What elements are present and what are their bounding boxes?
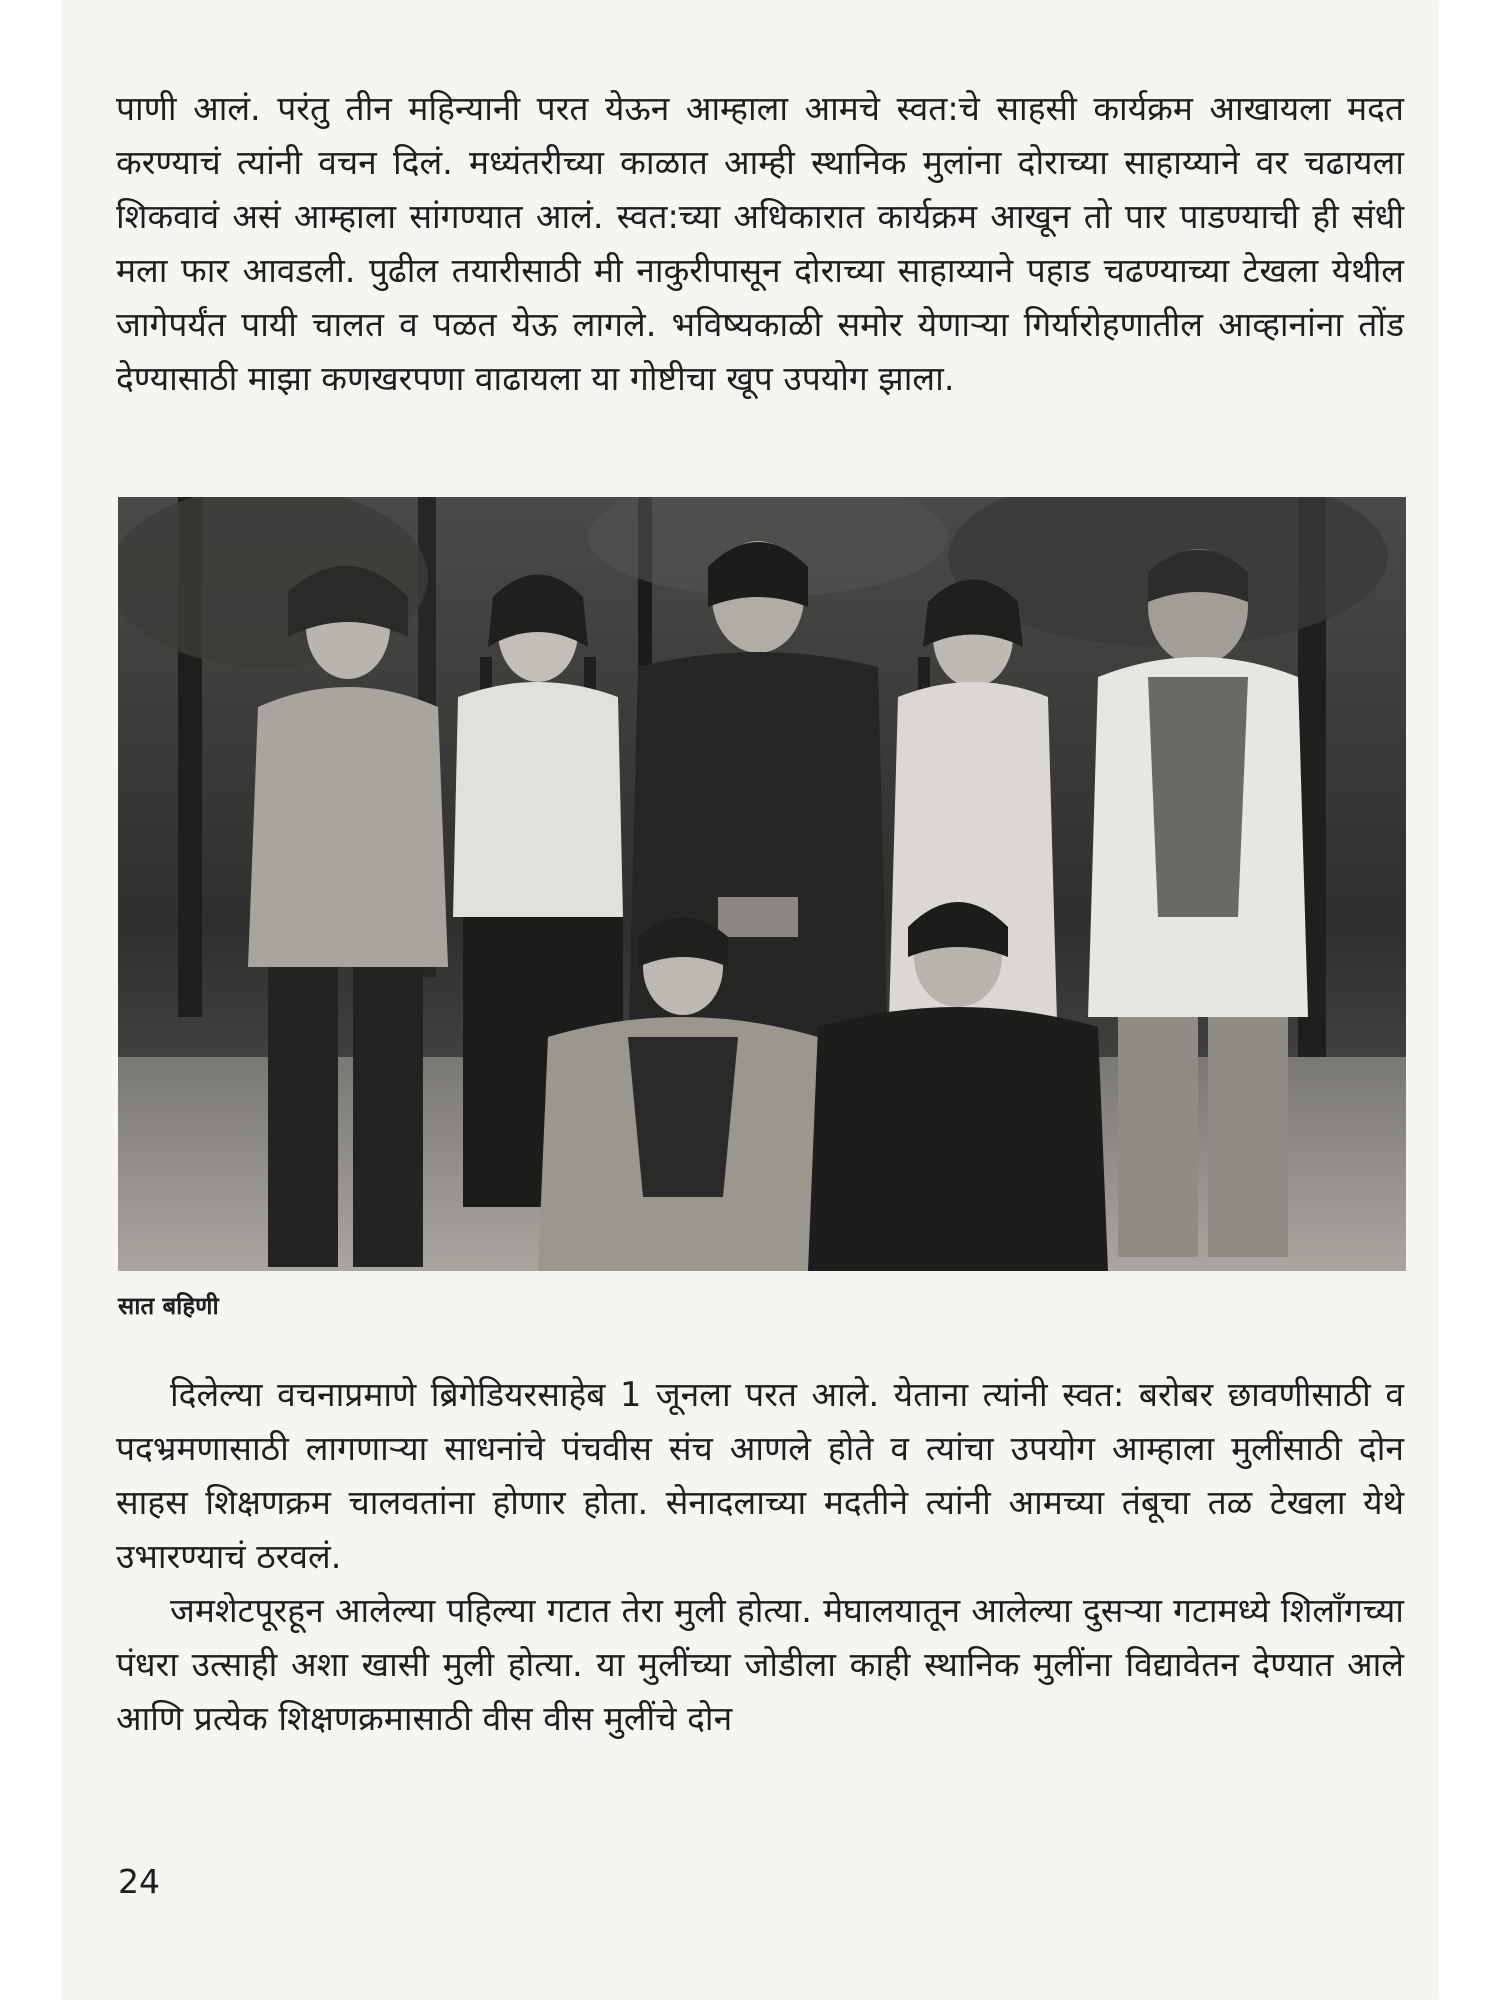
paragraph-first: दिलेल्या वचनाप्रमाणे ब्रिगेडियरसाहेब 1 जूनला परत आले. येताना त्यांनी स्वत: बरोबर छावणीसाठी व पदभ्रमणासाठी लागणाऱ्या साधनांचे पंचवीस संच आणले होते व त्यांचा उपयोग आम्हाला मुलींसाठी दोन साहस शिक्षणक्रम चालवतांना होणार होता. सेनादलाच्या मदतीने त्यांनी आमच्या तंबूचा तळ टेखला येथे उभारण्याचं ठरवलं. (116, 1375, 1404, 1576)
page-number: 24 (118, 1862, 160, 1901)
group-photograph (118, 497, 1406, 1271)
paragraph-top: पाणी आलं. परंतु तीन महिन्यानी परत येऊन आम्हाला आमचे स्वत:चे साहसी कार्यक्रम आखायला मदत करण्याचं त्यांनी वचन दिलं. मध्यंतरीच्या काळात आम्ही स्थानिक मुलांना दोराच्या साहाय्याने वर चढायला शिकवावं असं आम्हाला सांगण्यात आलं. स्वत:च्या अधिकारात कार्यक्रम आखून तो पार पाडण्याची ही संधी मला फार आवडली. पुढील तयारीसाठी मी नाकुरीपासून दोराच्या साहाय्याने पहाड चढण्याच्या टेखला येथील जागेपर्यंत पायी चालत व पळत येऊ लागले. भविष्यकाळी समोर येणाऱ्या गिर्यारोहणातील आव्हानांना तोंड देण्यासाठी माझा कणखरपणा वाढायला या गोष्टीचा खूप उपयोग झाला. (116, 89, 1404, 398)
book-page (62, 0, 1438, 2000)
photo-caption: सात बहिणी (118, 1292, 219, 1320)
paragraph-second: जमशेटपूरहून आलेल्या पहिल्या गटात तेरा मुली होत्या. मेघालयातून आलेल्या दुसऱ्या गटामध्ये शिलाँगच्या पंधरा उत्साही अशा खासी मुली होत्या. या मुलींच्या जोडीला काही स्थानिक मुलींना विद्यावेतन देण्यात आले आणि प्रत्येक शिक्षणक्रमासाठी वीस वीस मुलींचे दोन (116, 1591, 1404, 1738)
photo-illustration (118, 497, 1406, 1271)
